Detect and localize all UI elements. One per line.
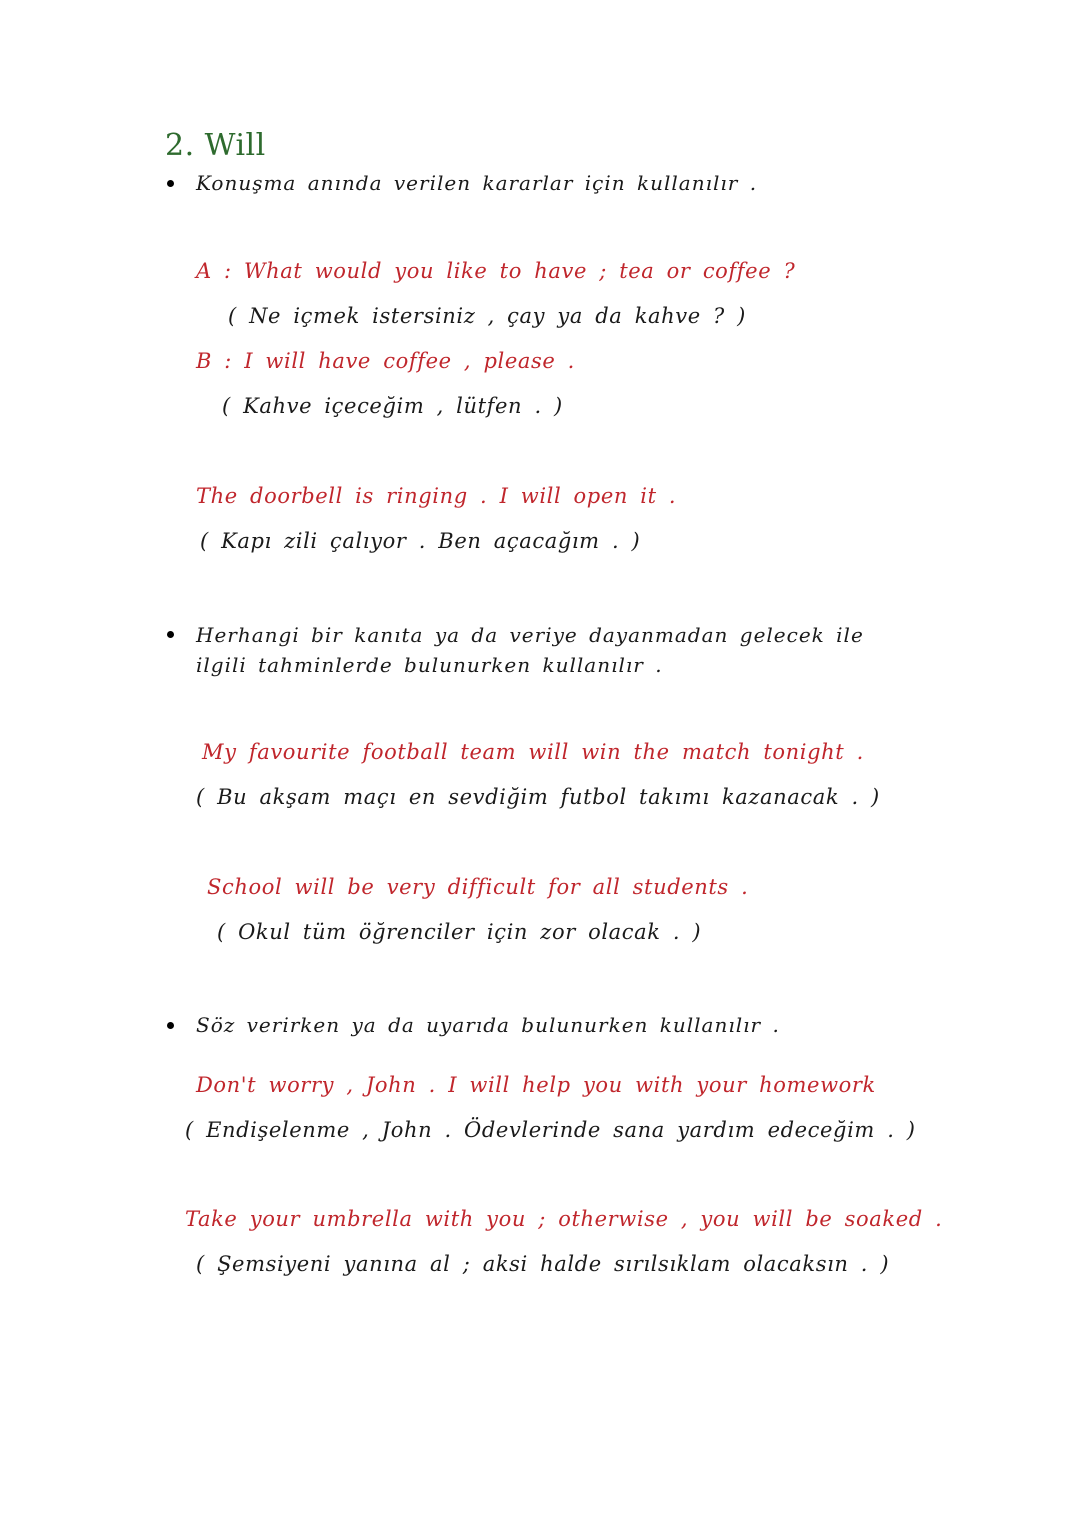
example-7-en: Take your umbrella with you ; otherwise , you will be soaked . bbox=[185, 1207, 943, 1231]
example-4-en: My favourite football team will win the match tonight . bbox=[202, 740, 864, 764]
example-6-tr: ( Endişelenme , John . Ödevlerinde sana yardım edeceğim . ) bbox=[185, 1118, 916, 1142]
rule-3: Söz verirken ya da uyarıda bulunurken kullanılır . bbox=[196, 1013, 780, 1037]
example-2-tr: ( Kahve içeceğim , lütfen . ) bbox=[222, 394, 563, 418]
rule-1: Konuşma anında verilen kararlar için kullanılır . bbox=[196, 171, 758, 195]
page-title: 2. Will bbox=[165, 128, 266, 163]
example-1-tr: ( Ne içmek istersiniz , çay ya da kahve ? ) bbox=[228, 304, 746, 328]
example-2-en: B : I will have coffee , please . bbox=[196, 349, 575, 373]
bullet-1 bbox=[167, 180, 174, 187]
example-5-en: School will be very difficult for all students . bbox=[207, 875, 749, 899]
example-4-tr: ( Bu akşam maçı en sevdiğim futbol takımı kazanacak . ) bbox=[196, 785, 880, 809]
rule-2: Herhangi bir kanıta ya da veriye dayanmadan gelecek ile ilgili tahminlerde bulunurken kullanılır . bbox=[196, 623, 864, 677]
bullet-3 bbox=[167, 1022, 174, 1029]
example-7-tr: ( Şemsiyeni yanına al ; aksi halde sırılsıklam olacaksın . ) bbox=[196, 1252, 890, 1276]
bullet-2 bbox=[167, 631, 174, 638]
example-5-tr: ( Okul tüm öğrenciler için zor olacak . ) bbox=[217, 920, 702, 944]
example-3-en: The doorbell is ringing . I will open it . bbox=[196, 484, 677, 508]
example-1-en: A : What would you like to have ; tea or coffee ? bbox=[196, 259, 796, 283]
example-3-tr: ( Kapı zili çalıyor . Ben açacağım . ) bbox=[200, 529, 641, 553]
example-6-en: Don't worry , John . I will help you with your homework bbox=[196, 1073, 876, 1097]
